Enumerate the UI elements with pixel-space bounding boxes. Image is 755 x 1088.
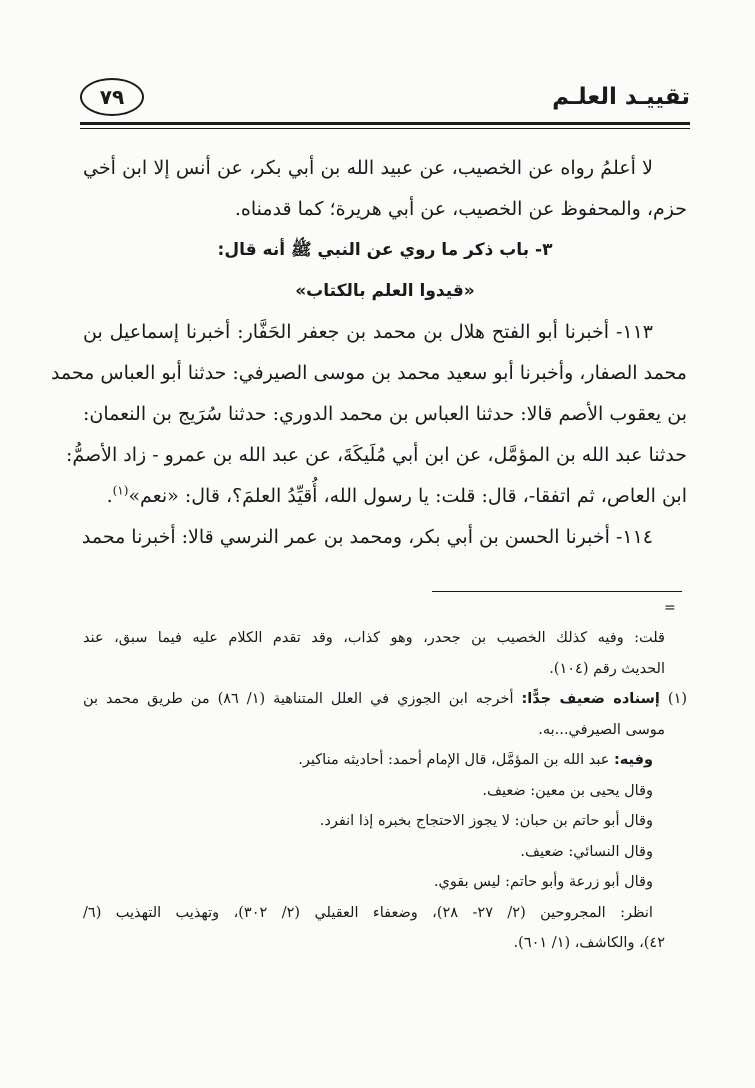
footnote-line: انظر: المجروحين (٢/ ٢٧- ٢٨)، وضعفاء العقيلي (٢/ ٣٠٢)، وتهذيب التهذيب (٦/ — [83, 904, 653, 921]
header-rule-thick — [80, 122, 690, 125]
hadith-line: ١١٣- أخبرنا أبو الفتح هلال بن محمد بن جعفر الحَفَّار: أخبرنا إسماعيل بن — [83, 321, 653, 343]
footnotes — [83, 623, 687, 959]
header-rule-thin — [80, 128, 690, 129]
footnote-reference[interactable]: (١) — [112, 483, 129, 498]
footnote-label: وفيه: — [613, 752, 653, 768]
footnote-line: وقال أبو حاتم بن حبان: لا يجوز الاحتجاج بخبره إذا انفرد. — [319, 813, 653, 829]
footnote-text: أخرجه ابن الجوزي في العلل المتناهية (١/ ٨٦) من طريق محمد بن — [83, 691, 514, 707]
hadith-line: ١١٤- أخبرنا الحسن بن أبي بكر، ومحمد بن عمر النرسي قالا: أخبرنا محمد — [81, 526, 653, 548]
hadith-line: ابن العاص، ثم اتفقا-، قال: قلت: يا رسول الله، أُقيِّدُ العلمَ؟، قال: «نعم»$^{(١)}$. — [106, 483, 687, 507]
footnote-line: وقال يحيى بن معين: ضعيف. — [482, 782, 653, 799]
hadith-line: بن يعقوب الأصم قالا: حدثنا العباس بن محمد الدوري: حدثنا سُرَيج بن النعمان: — [83, 403, 687, 425]
footnote-line: وقال النسائي: ضعيف. — [520, 843, 653, 860]
chapter-heading: ٣- باب ذكر ما روي عن النبي ﷺ أنه قال: — [217, 240, 553, 260]
footnote-line: قلت: وفيه كذلك الخصيب بن جحدر، وهو كذاب، وقد تقدم الكلام عليه فيما سبق، عند — [83, 630, 665, 646]
footnote-number: (١) — [667, 691, 688, 707]
page-number-text: ٧٩ — [99, 85, 125, 109]
footnote-line: ٤٢)، والكاشف، (١/ ٦٠١). — [513, 935, 665, 951]
main-text — [50, 148, 687, 558]
page-header — [80, 78, 690, 122]
page-number — [80, 78, 144, 116]
hadith-line-text: ابن العاص، ثم اتفقا-، قال: قلت: يا رسول الله، أُقيِّدُ العلمَ؟، قال: «نعم» — [128, 485, 687, 507]
footnote-line: الحديث رقم (١٠٤). — [549, 660, 665, 677]
hadith-line: محمد الصفار، وأخبرنا أبو سعيد محمد بن موسى الصيرفي: حدثنا أبو العباس محمد — [50, 362, 687, 384]
footnote-line — [83, 745, 687, 776]
chapter-subheading: «قيدوا العلم بالكتاب» — [295, 281, 475, 301]
text-line: لا أعلمُ رواه عن الخصيب، عن عبيد الله بن أبي بكر، عن أنس إلا ابن أخي — [83, 157, 653, 179]
footnote-line — [83, 684, 687, 715]
footnote-text: عبد الله بن المؤمَّل، قال الإمام أحمد: أحاديثه مناكير. — [298, 752, 610, 768]
footnote-continuation-mark: = — [664, 600, 676, 616]
footnote-line: وقال أبو زرعة وأبو حاتم: ليس بقوي. — [433, 874, 653, 890]
text-line: حزم، والمحفوظ عن الخصيب، عن أبي هريرة؛ كما قدمناه. — [234, 198, 687, 220]
footnote-line: موسى الصيرفي...به. — [538, 721, 665, 738]
page-title: تقييـد العلـم — [552, 84, 690, 110]
footnote-verdict: إسناده ضعيف جدًّا: — [521, 691, 660, 707]
footnote-separator — [432, 591, 682, 592]
hadith-line: حدثنا عبد الله بن المؤمَّل، عن ابن أبي مُلَيكَةَ، عن عبد الله بن عمرو - زاد الأصمُّ: — [65, 444, 687, 466]
